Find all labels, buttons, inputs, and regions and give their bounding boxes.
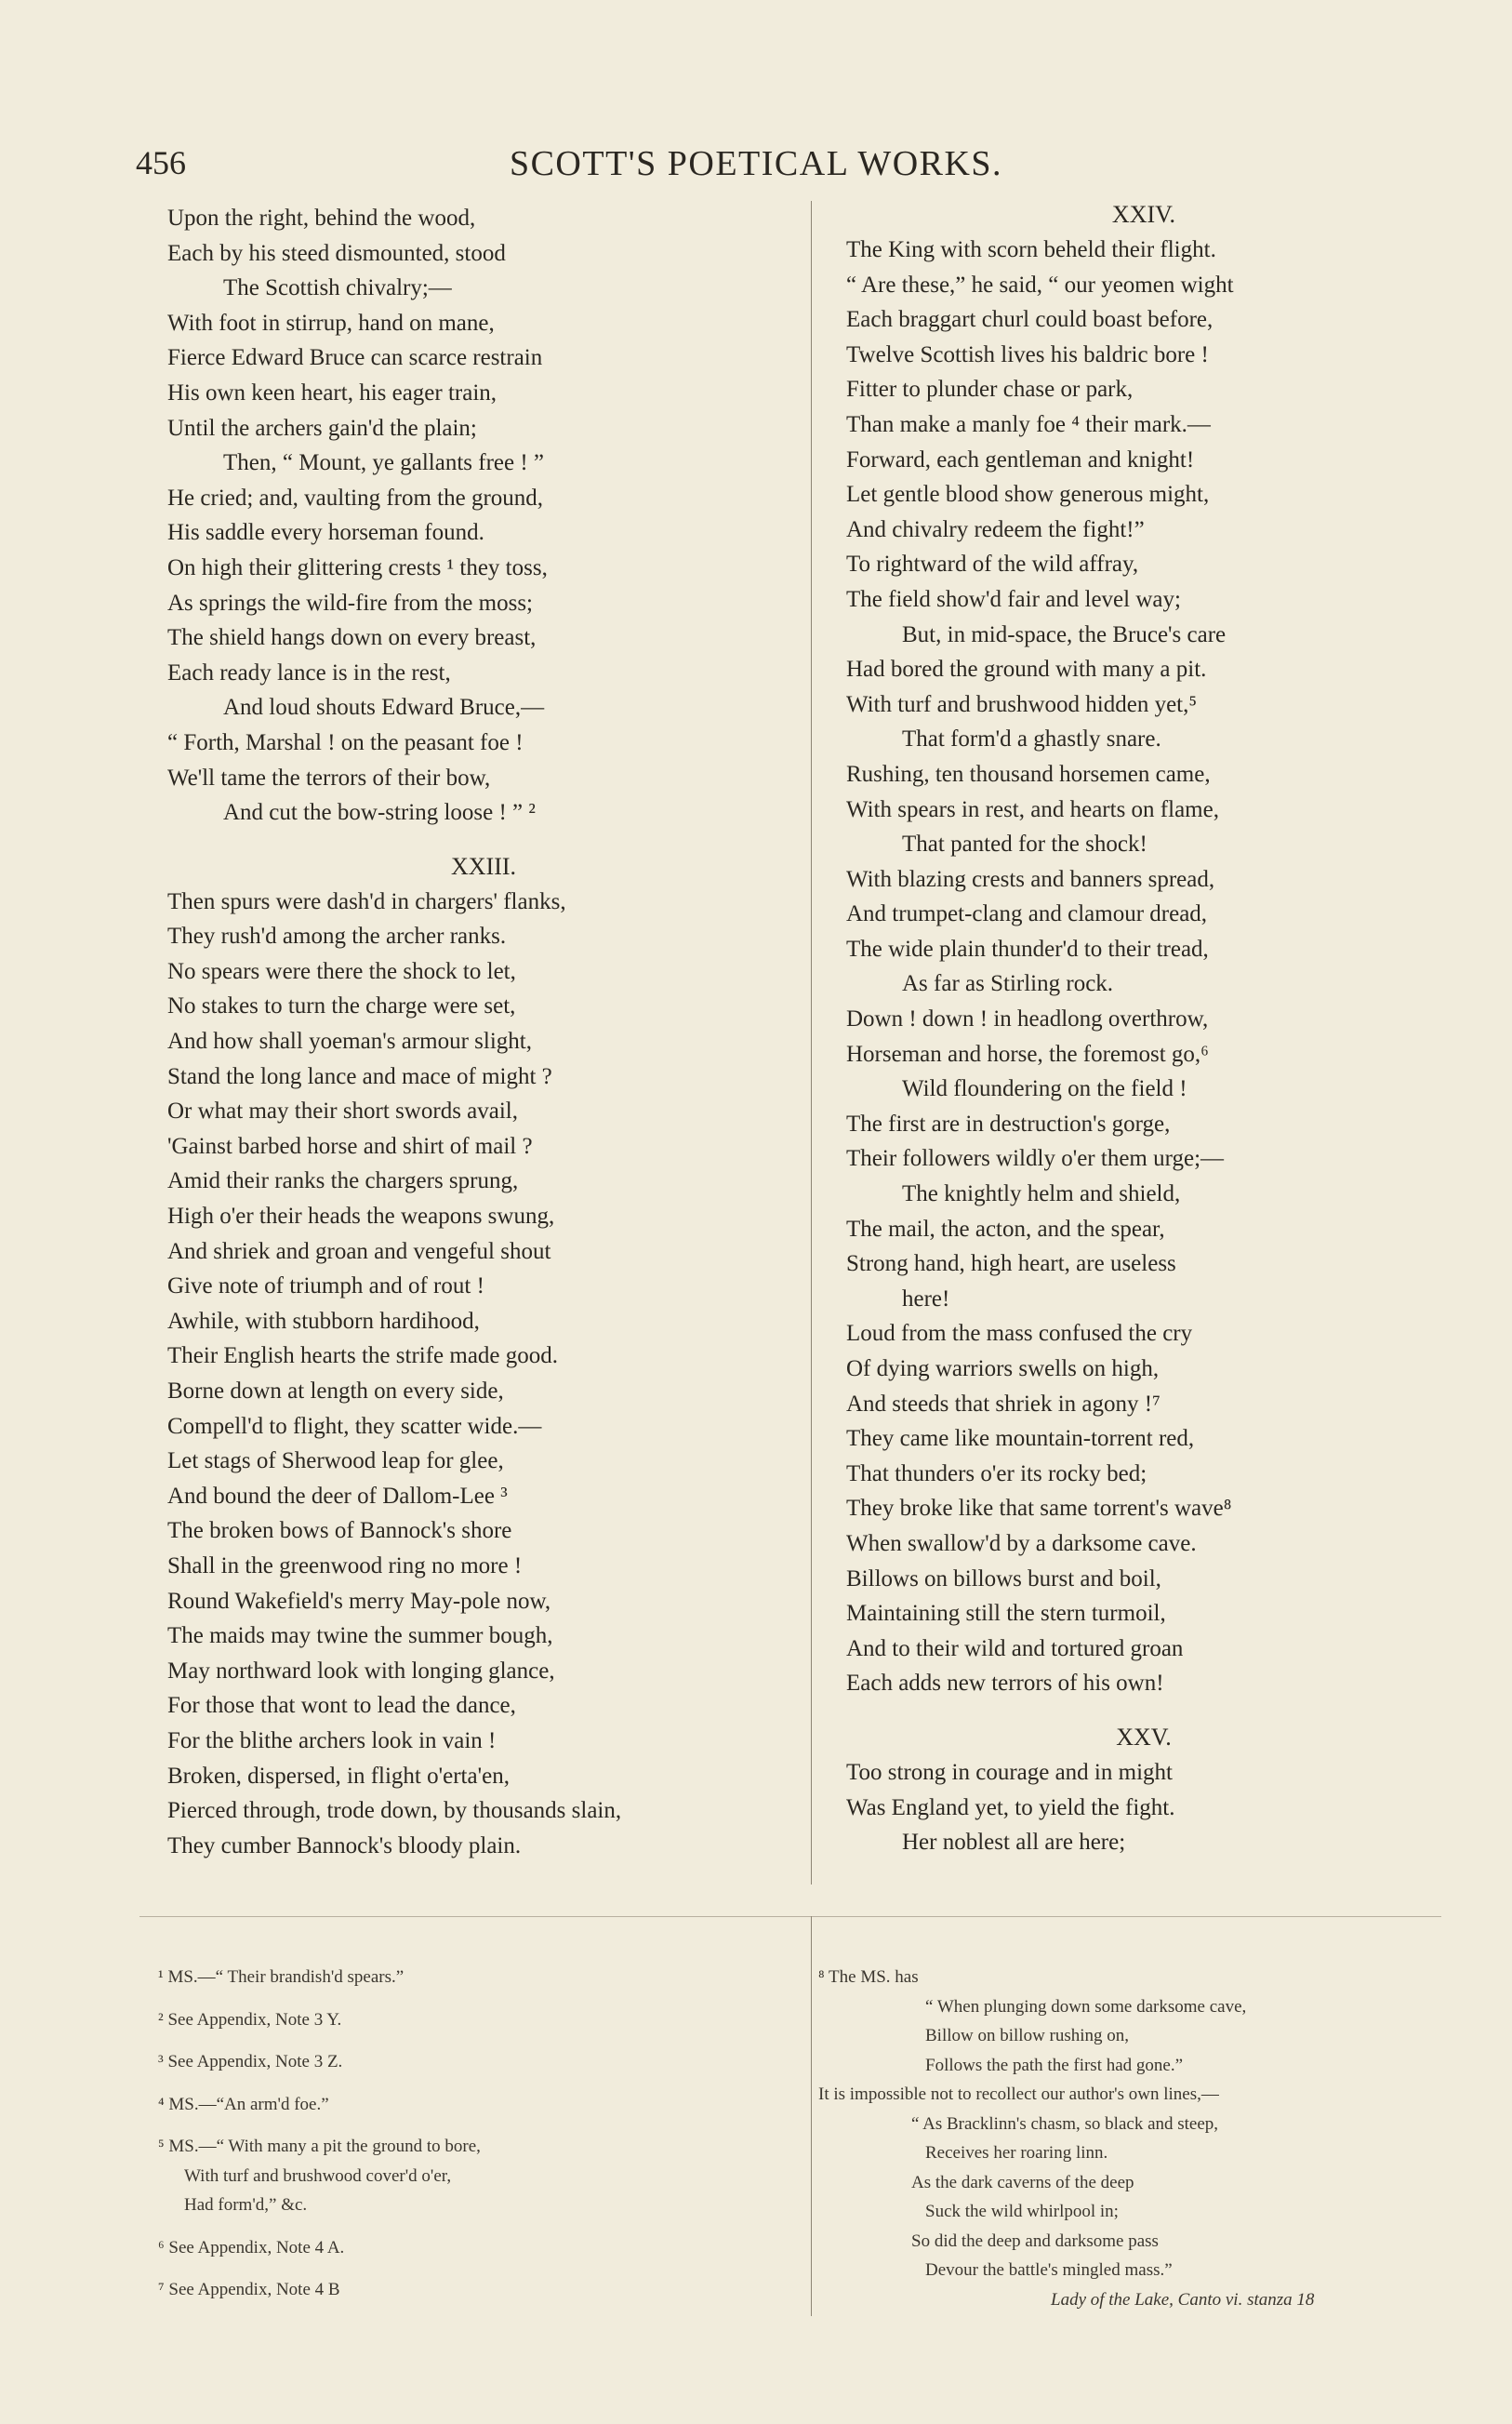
verse-line: No stakes to turn the charge were set, <box>167 993 516 1019</box>
verse-line: Each adds new terrors of his own! <box>846 1671 1164 1697</box>
verse-line: And to their wild and tortured groan <box>846 1635 1184 1661</box>
left-column <box>167 201 800 1863</box>
verse-line: For the blithe archers look in vain ! <box>167 1727 497 1753</box>
verse-line: Than make a manly foe ⁴ their mark.— <box>846 411 1211 437</box>
verse-line: Had bored the ground with many a pit. <box>846 657 1207 683</box>
stanza-heading-xxv: XXV. <box>1116 1723 1172 1751</box>
verse-line: Fierce Edward Bruce can scarce restrain <box>167 345 543 371</box>
right-column <box>846 197 1441 1860</box>
verse-line: The field show'd fair and level way; <box>846 586 1181 612</box>
footnote-line: ⁵ MS.—“ With many a pit the ground to bore, <box>158 2137 481 2156</box>
page-header <box>0 143 1512 190</box>
verse-line: Twelve Scottish lives his baldric bore ! <box>846 341 1209 367</box>
verse-line: As springs the wild-fire from the moss; <box>167 590 534 616</box>
footnote-line: “ When plunging down some darksome cave, <box>925 1996 1247 2017</box>
footnote-line: ³ See Appendix, Note 3 Z. <box>158 2052 343 2071</box>
verse-line: To rightward of the wild affray, <box>846 552 1139 578</box>
footnote-line: ⁷ See Appendix, Note 4 B <box>158 2280 340 2299</box>
footnotes-right <box>818 1963 1451 2314</box>
verse-line: That form'd a ghastly snare. <box>902 726 1161 753</box>
verse-line: Was England yet, to yield the fight. <box>846 1794 1175 1820</box>
verse-line: Give note of triumph and of rout ! <box>167 1273 484 1299</box>
verse-line: Rushing, ten thousand horsemen came, <box>846 761 1211 787</box>
footnote-line: Devour the battle's mingled mass.” <box>925 2260 1173 2280</box>
verse-line: Horseman and horse, the foremost go,⁶ <box>846 1041 1209 1067</box>
verse-line: Too strong in courage and in might <box>846 1759 1173 1785</box>
verse-line: Maintaining still the stern turmoil, <box>846 1601 1166 1627</box>
footnote-line: ² See Appendix, Note 3 Y. <box>158 2009 342 2030</box>
verse-line: Borne down at length on every side, <box>167 1378 504 1404</box>
stanza-xxiii <box>167 885 800 1864</box>
running-head: SCOTT'S POETICAL WORKS. <box>509 144 1003 183</box>
verse-line: And chivalry redeem the fight!” <box>846 516 1145 542</box>
verse-line: Strong hand, high heart, are useless <box>846 1251 1176 1277</box>
stanza-heading-xxiv: XXIV. <box>1111 201 1176 228</box>
verse-line: And trumpet-clang and clamour dread, <box>846 901 1208 927</box>
verse-line: The knightly helm and shield, <box>902 1181 1181 1207</box>
verse-line: The first are in destruction's gorge, <box>846 1111 1171 1137</box>
verse-line: Shall in the greenwood ring no more ! <box>167 1552 523 1578</box>
footnote-line: So did the deep and darksome pass <box>911 2231 1159 2251</box>
verse-line: Broken, dispersed, in flight o'erta'en, <box>167 1763 510 1789</box>
verse-line: And steeds that shriek in agony !⁷ <box>846 1391 1161 1417</box>
stanza-xxiv <box>846 233 1441 1701</box>
footnote-column-divider <box>811 1916 812 2316</box>
footnote-line: With turf and brushwood cover'd o'er, <box>184 2165 452 2186</box>
footnote-line: Follows the path the first had gone.” <box>925 2055 1184 2075</box>
verse-line: Round Wakefield's merry May-pole now, <box>167 1588 551 1614</box>
verse-line: Awhile, with stubborn hardihood, <box>167 1308 480 1334</box>
verse-line: Fitter to plunder chase or park, <box>846 377 1134 403</box>
verse-line: Their followers wildly o'er them urge;— <box>846 1146 1225 1172</box>
verse-line: here! <box>902 1285 950 1312</box>
verse-line: With blazing crests and banners spread, <box>846 866 1215 892</box>
verse-line: The Scottish chivalry;— <box>223 275 452 301</box>
footnote-line: Suck the wild whirlpool in; <box>925 2202 1119 2221</box>
stanza-xxv <box>846 1755 1441 1860</box>
verse-line: Amid their ranks the chargers sprung, <box>167 1168 519 1194</box>
verse-line: The wide plain thunder'd to their tread, <box>846 936 1209 962</box>
footnote-line: ¹ MS.—“ Their brandish'd spears.” <box>158 1967 405 1987</box>
verse-line: With spears in rest, and hearts on flame, <box>846 796 1219 822</box>
verse-line: May northward look with longing glance, <box>167 1658 555 1684</box>
verse-line: They cumber Bannock's bloody plain. <box>167 1832 522 1858</box>
verse-line: 'Gainst barbed horse and shirt of mail ? <box>167 1133 533 1159</box>
verse-line: And shriek and groan and vengeful shout <box>167 1238 551 1264</box>
verse-line: Until the archers gain'd the plain; <box>167 415 477 441</box>
verse-line: Compell'd to flight, they scatter wide.— <box>167 1413 542 1439</box>
verse-line: Then spurs were dash'd in chargers' flanks, <box>167 888 566 914</box>
footnote-line: It is impossible not to recollect our author's own lines,— <box>818 2084 1219 2104</box>
verse-line: And how shall yoeman's armour slight, <box>167 1029 532 1055</box>
verse-line: Down ! down ! in headlong overthrow, <box>846 1006 1209 1032</box>
verse-line: On high their glittering crests ¹ they toss, <box>167 554 548 580</box>
verse-line: And loud shouts Edward Bruce,— <box>223 695 545 721</box>
footnote-line: As the dark caverns of the deep <box>911 2172 1134 2192</box>
verse-line: Of dying warriors swells on high, <box>846 1356 1160 1381</box>
verse-line: His own keen heart, his eager train, <box>167 380 497 406</box>
verse-line: Forward, each gentleman and knight! <box>846 446 1195 473</box>
verse-line: Each braggart churl could boast before, <box>846 307 1214 333</box>
verse-line: The mail, the acton, and the spear, <box>846 1216 1165 1242</box>
verse-line: And bound the deer of Dallom-Lee ³ <box>167 1483 508 1509</box>
stanza-xxii-continuation <box>167 201 800 831</box>
verse-line: Their English hearts the strife made good. <box>167 1343 559 1369</box>
verse-line: No spears were there the shock to let, <box>167 958 516 984</box>
verse-line: They rush'd among the archer ranks. <box>167 924 507 950</box>
verse-line: But, in mid-space, the Bruce's care <box>902 621 1227 647</box>
verse-line: High o'er their heads the weapons swung, <box>167 1204 555 1230</box>
verse-line: Her noblest all are here; <box>902 1830 1126 1856</box>
footnote-line: Had form'd,” &c. <box>184 2195 308 2215</box>
verse-line: Loud from the mass confused the cry <box>846 1321 1193 1347</box>
verse-line: That panted for the shock! <box>902 832 1147 858</box>
verse-line: “ Are these,” he said, “ our yeomen wight <box>846 272 1234 298</box>
footnote-rule <box>139 1916 1441 1917</box>
verse-line: Pierced through, trode down, by thousands slain, <box>167 1798 622 1824</box>
column-divider <box>811 201 812 1885</box>
verse-line: They broke like that same torrent's wave⁸ <box>846 1496 1232 1522</box>
footnote-line: Lady of the Lake, Canto vi. stanza 18 <box>1051 2289 1315 2310</box>
verse-line: His saddle every horseman found. <box>167 520 484 546</box>
verse-line: The maids may twine the summer bough, <box>167 1623 553 1649</box>
verse-line: We'll tame the terrors of their bow, <box>167 765 491 791</box>
verse-line: That thunders o'er its rocky bed; <box>846 1460 1147 1486</box>
footnote-line: Billow on billow rushing on, <box>925 2026 1130 2045</box>
verse-line: And cut the bow-string loose ! ” ² <box>223 800 536 826</box>
verse-line: Wild floundering on the field ! <box>902 1076 1187 1102</box>
verse-line: Each by his steed dismounted, stood <box>167 240 506 266</box>
verse-line: The broken bows of Bannock's shore <box>167 1518 512 1544</box>
verse-line: As far as Stirling rock. <box>902 971 1114 997</box>
verse-line: He cried; and, vaulting from the ground, <box>167 485 544 511</box>
verse-line: Billows on billows burst and boil, <box>846 1565 1161 1592</box>
verse-line: Upon the right, behind the wood, <box>167 206 476 231</box>
footnote-line: ⁸ The MS. has <box>818 1967 919 1987</box>
verse-line: Each ready lance is in the rest, <box>167 659 451 686</box>
footnote-line: Receives her roaring linn. <box>925 2143 1108 2163</box>
verse-line: With turf and brushwood hidden yet,⁵ <box>846 691 1198 717</box>
verse-line: The shield hangs down on every breast, <box>167 625 537 651</box>
verse-line: Let gentle blood show generous might, <box>846 482 1210 508</box>
footnote-line: “ As Bracklinn's chasm, so black and steep, <box>911 2113 1219 2134</box>
footnote-line: ⁴ MS.—“An arm'd foe.” <box>158 2094 329 2114</box>
verse-line: Then, “ Mount, ye gallants free ! ” <box>223 450 545 476</box>
verse-line: They came like mountain-torrent red, <box>846 1426 1195 1452</box>
verse-line: “ Forth, Marshal ! on the peasant foe ! <box>167 729 524 755</box>
stanza-heading-xxiii: XXIII. <box>450 852 517 880</box>
footnote-line: ⁶ See Appendix, Note 4 A. <box>158 2237 345 2258</box>
verse-line: Let stags of Sherwood leap for glee, <box>167 1448 504 1474</box>
footnotes-left <box>158 1963 790 2305</box>
verse-line: With foot in stirrup, hand on mane, <box>167 310 495 336</box>
verse-line: Or what may their short swords avail, <box>167 1099 519 1125</box>
page-number: 456 <box>136 144 186 181</box>
verse-line: For those that wont to lead the dance, <box>167 1693 516 1719</box>
verse-line: When swallow'd by a darksome cave. <box>846 1530 1197 1556</box>
verse-line: The King with scorn beheld their flight. <box>846 237 1216 262</box>
verse-line: Stand the long lance and mace of might ? <box>167 1063 552 1089</box>
